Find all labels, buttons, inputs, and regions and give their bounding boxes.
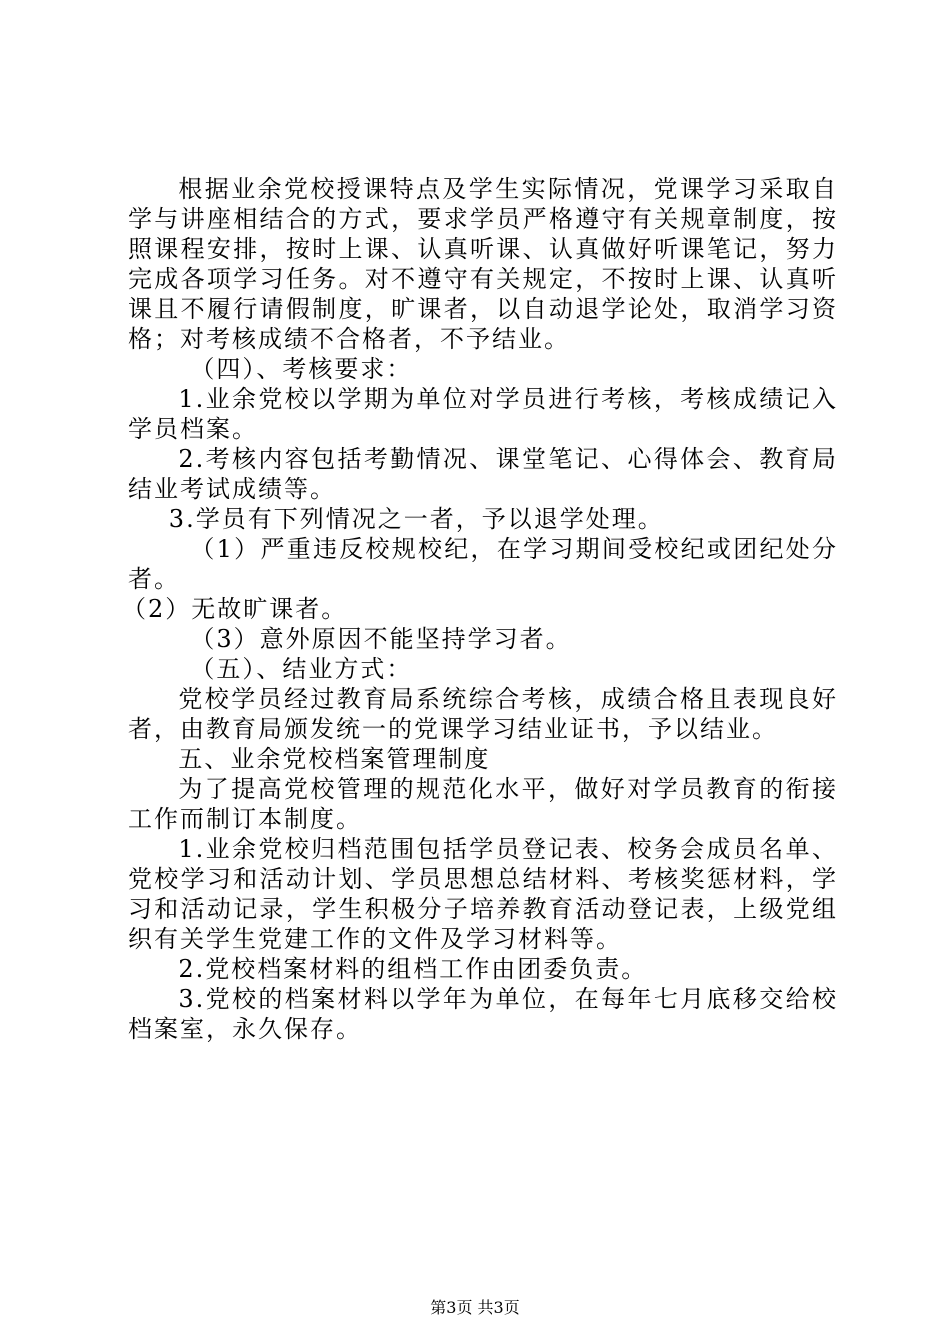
heading-assessment-requirements: （四）、考核要求： — [190, 355, 413, 383]
page-number: 第3页 共3页 — [430, 1298, 520, 1317]
heading-archive-management: 五、业余党校档案管理制度 — [178, 745, 491, 773]
paragraph-archive-item-3: 3.党校的档案材料以学年为单位，在每年七月底移交给校档案室，永久保存。 — [128, 985, 838, 1043]
document-body — [122, 174, 838, 1044]
paragraph-assessment-item-1: 1.业余党校以学期为单位对学员进行考核，考核成绩记入学员档案。 — [128, 385, 838, 443]
paragraph-dropout-case-1: （1）严重违反校规校纪，在学习期间受校纪或团纪处分者。 — [128, 535, 838, 593]
paragraph-assessment-item-2: 2.考核内容包括考勤情况、课堂笔记、心得体会、教育局结业考试成绩等。 — [128, 445, 838, 503]
paragraph-archive-purpose: 为了提高党校管理的规范化水平，做好对学员教育的衔接工作而制订本制度。 — [128, 775, 838, 833]
paragraph-archive-item-2: 2.党校档案材料的组档工作由团委负责。 — [178, 955, 648, 983]
paragraph-dropout-case-2: （2）无故旷课者。 — [122, 595, 348, 623]
paragraph-assessment-item-3: 3.学员有下列情况之一者，予以退学处理。 — [168, 505, 664, 533]
paragraph-study-method: 根据业余党校授课特点及学生实际情况，党课学习采取自学与讲座相结合的方式，要求学员严格遵守有关规章制度，按照课程安排，按时上课、认真听课、认真做好听课笔记，努力完成各项学习任务。对不遵守有关规定，不按时上课、认真听课且不履行请假制度，旷课者，以自动退学论处，取消学习资格；对考核成绩不合格者，不予结业。 — [128, 175, 838, 353]
heading-graduation-method: （五）、结业方式： — [190, 655, 413, 683]
paragraph-graduation-details: 党校学员经过教育局系统综合考核，成绩合格且表现良好者，由教育局颁发统一的党课学习结业证书，予以结业。 — [128, 685, 838, 743]
paragraph-dropout-case-3: （3）意外原因不能坚持学习者。 — [190, 625, 572, 653]
paragraph-archive-item-1: 1.业余党校归档范围包括学员登记表、校务会成员名单、党校学习和活动计划、学员思想总结材料、考核奖惩材料，学习和活动记录，学生积极分子培养教育活动登记表，上级党组织有关学生党建工作的文件及学习材料等。 — [128, 835, 838, 953]
